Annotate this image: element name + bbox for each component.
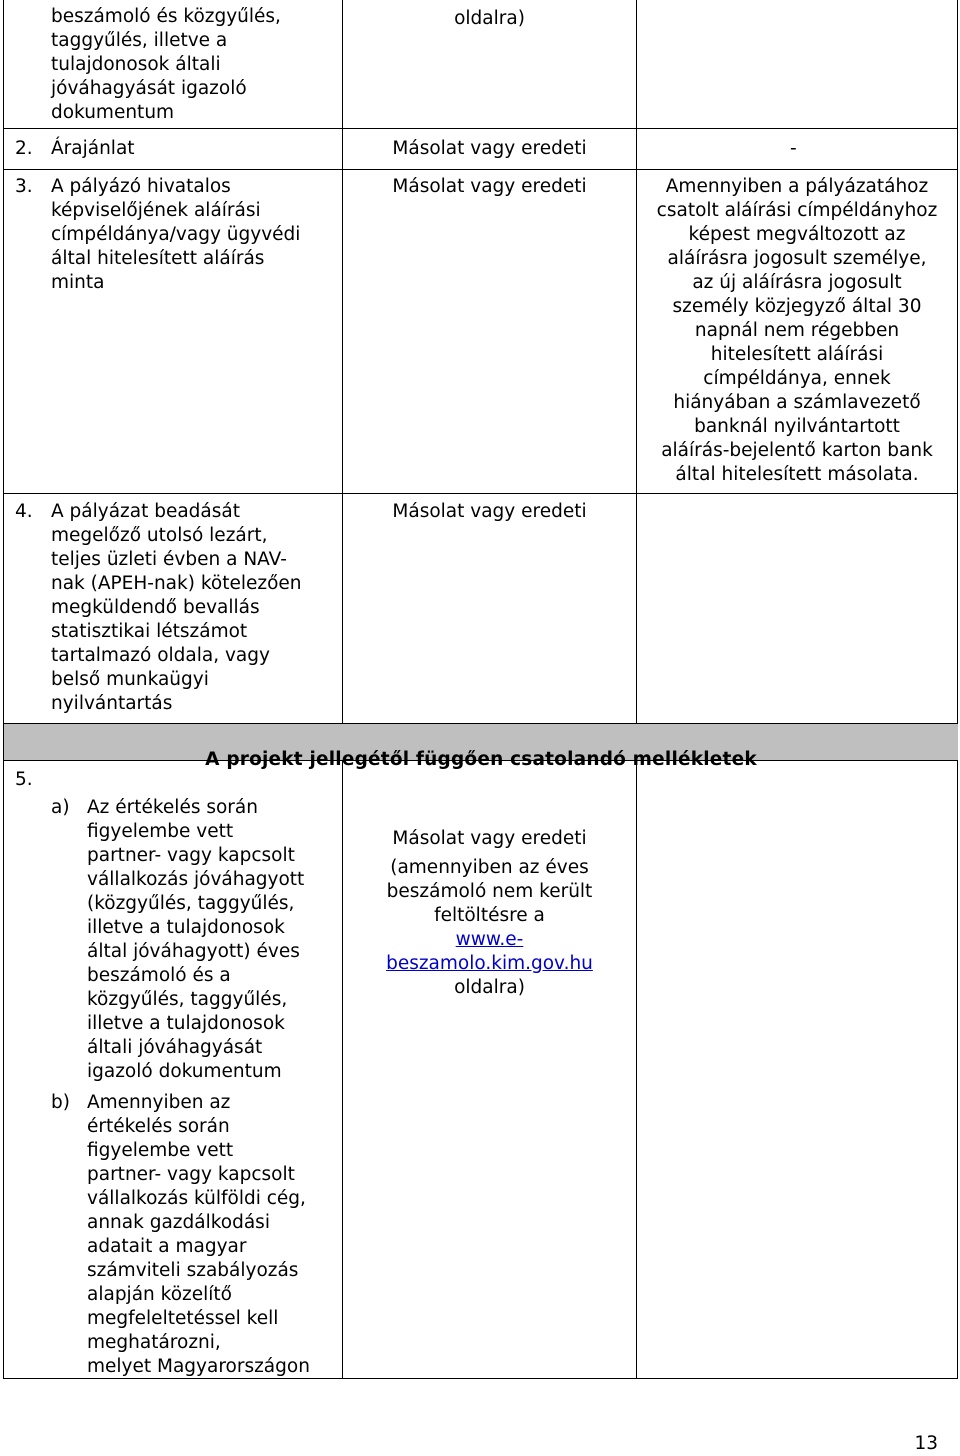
row-4-number: 4. bbox=[15, 501, 33, 522]
table-border-left bbox=[3, 0, 4, 1379]
row-2-note: - bbox=[790, 138, 797, 159]
table-col-divider-1 bbox=[342, 0, 343, 724]
row-5-form-condition: (amennyiben az éves beszámoló nem került feltöltésre a bbox=[386, 857, 593, 926]
table-border-right bbox=[957, 0, 958, 1379]
row-2-form: Másolat vagy eredeti bbox=[392, 138, 587, 159]
row-4-description: A pályázat beadását megelőző utolsó lezárt, teljes üzleti évben a NAV- nak (APEH-nak) kötelezően megküldendő bevallás statisztikai létszámot tartalmazó oldala, vagy belső munkaügyi nyilvántartás bbox=[51, 501, 302, 714]
row-divider-3 bbox=[3, 493, 958, 494]
e-beszamolo-link-continued[interactable]: beszamolo.kim.gov.hu bbox=[386, 953, 593, 974]
top-row-description: beszámoló és közgyűlés, taggyűlés, illetve a tulajdonosok általi jóváhagyását igazoló dokumentum bbox=[51, 6, 281, 123]
row-2-number: 2. bbox=[15, 138, 33, 159]
page-number: 13 bbox=[914, 1433, 938, 1454]
row-5-form-end: oldalra) bbox=[454, 977, 525, 998]
row-5a-text: Az értékelés során figyelembe vett partner- vagy kapcsolt vállalkozás jóváhagyott (közgyűlés, taggyűlés, illetve a tulajdonosok által jóváhagyott) éves beszámoló és a közgyűlés, taggyűlés, illetve a tulajdonosok általi jóváhagyását igazoló dokumentum bbox=[87, 797, 305, 1082]
row-5b-label: b) bbox=[51, 1092, 70, 1113]
row-4-form: Másolat vagy eredeti bbox=[392, 501, 587, 522]
row-5a-label: a) bbox=[51, 797, 70, 818]
row-5-form-line1: Másolat vagy eredeti bbox=[392, 828, 587, 849]
section-header: A projekt jellegétől függően csatolandó mellékletek bbox=[205, 748, 757, 770]
e-beszamolo-link[interactable]: www.e- bbox=[455, 929, 524, 950]
row-2-description: Árajánlat bbox=[51, 138, 135, 159]
row-5-form-link-line1 bbox=[343, 928, 636, 952]
row-5-form bbox=[343, 827, 636, 1000]
row-5b-text: Amennyiben az értékelés során figyelembe vett partner- vagy kapcsolt vállalkozás külföldi cég, annak gazdálkodási adatait a magyar számviteli szabályozás alapján közelítő megfeleltetéssel kell meghatározni, melyet Magyarországon bbox=[87, 1092, 310, 1377]
row-3-form: Másolat vagy eredeti bbox=[392, 176, 587, 197]
row-5-form-link-line2 bbox=[343, 952, 636, 976]
row-divider-2 bbox=[3, 169, 958, 170]
row-5-number: 5. bbox=[15, 769, 33, 790]
table-col-divider-2-lower bbox=[636, 760, 637, 1379]
row-3-note: Amennyiben a pályázatához csatolt aláírási címpéldányhoz képest megváltozott az aláírásra jogosult személye, az új aláírásra jogosult személy közjegyző által 30 napnál nem régebben hitelesített aláírási címpéldánya, ennek hiányában a számlavezető banknál nyilvántartott aláírás-bejelentő karton bank által hitelesített másolata. bbox=[656, 176, 938, 485]
top-row-form: oldalra) bbox=[454, 8, 525, 29]
row-3-number: 3. bbox=[15, 176, 33, 197]
row-3-description: A pályázó hivatalos képviselőjének aláírási címpéldánya/vagy ügyvédi által hitelesített aláírás minta bbox=[51, 176, 301, 293]
row-divider-1 bbox=[3, 128, 958, 129]
